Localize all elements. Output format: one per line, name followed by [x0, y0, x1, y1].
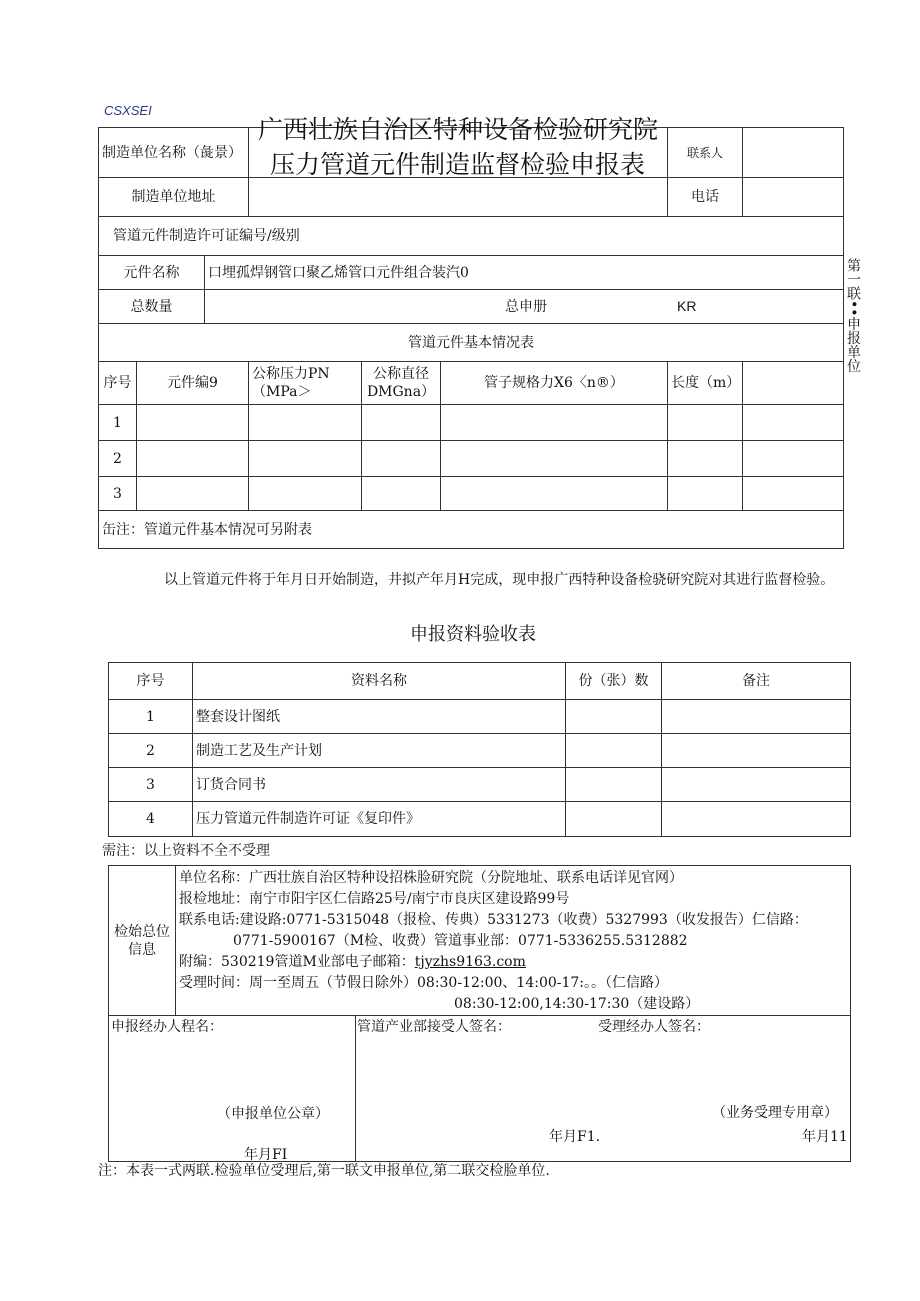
- document-name: 压力管道元件制造许可证《复印件》: [193, 802, 566, 837]
- receiver-signature-area[interactable]: [356, 1016, 851, 1162]
- row-number: 1: [109, 700, 193, 734]
- checklist-table: [108, 662, 851, 837]
- maker-address-label: 制造单位地址: [99, 178, 249, 217]
- cell[interactable]: [441, 441, 668, 477]
- col-header: 长度（m）: [668, 362, 743, 405]
- permit-label: 管道元件制造许可证编号/级别: [99, 217, 844, 256]
- info-line: 附编：530219管道M业部电子邮箱：: [179, 954, 415, 970]
- handler-date: 年月11: [802, 1129, 848, 1145]
- cell[interactable]: [362, 477, 441, 511]
- pipe-receiver-label: 管道产业部接受人签名：: [357, 1019, 511, 1035]
- document-name: 制造工艺及生产计划: [193, 734, 566, 768]
- contact-field[interactable]: [743, 128, 844, 178]
- email-link[interactable]: tjyzhs9163.com: [414, 954, 526, 970]
- remark-field[interactable]: [662, 734, 851, 768]
- receiver-date: 年月F1.: [549, 1129, 601, 1145]
- col-header: 元件编9: [137, 362, 249, 405]
- col-header: 资料名称: [193, 663, 566, 700]
- cell[interactable]: [249, 441, 362, 477]
- applicant-signature-label: 申报经办人程名：: [111, 1019, 223, 1035]
- component-name-label: 元件名称: [99, 256, 205, 290]
- kr-text: KR: [677, 298, 697, 314]
- count-field[interactable]: [566, 700, 662, 734]
- table-row: [99, 441, 844, 477]
- footer-note: 注：本表一式两联.检验单位受理后,第一联文申报单位,第二联交检脸单位.: [98, 1163, 550, 1179]
- info-line: 单位名称：广西壮族自治区特种设招株脸研究院（分院地址、联系电话详见官网）: [179, 870, 683, 886]
- component-name-options[interactable]: 口埋孤焊钢管口聚乙烯管口元件组合装汽0: [205, 256, 844, 290]
- cell[interactable]: [137, 405, 249, 441]
- remark-field[interactable]: [662, 768, 851, 802]
- total-label: 总数量: [99, 290, 205, 324]
- total-register-label: 总申册: [505, 299, 547, 315]
- row-number: 2: [109, 734, 193, 768]
- table-row: [109, 734, 851, 768]
- row-number: 4: [109, 802, 193, 837]
- application-table: [98, 127, 844, 549]
- maker-name-label: 制造单位名称（彘景）: [99, 128, 249, 178]
- cell[interactable]: [137, 441, 249, 477]
- col-header: 公称压力PN（MPa＞: [249, 362, 362, 405]
- cell[interactable]: [441, 477, 668, 511]
- cell[interactable]: [362, 441, 441, 477]
- table-row: [109, 768, 851, 802]
- cell[interactable]: [362, 405, 441, 441]
- basic-info-title: 管道元件基本情况表: [99, 324, 844, 362]
- row-number: 2: [99, 441, 137, 477]
- phone-field[interactable]: [743, 178, 844, 217]
- remark-field[interactable]: [662, 802, 851, 837]
- table-row: [109, 700, 851, 734]
- institute-title: 广西壮族自治区特种设备检验研究院: [258, 115, 659, 144]
- info-line: 受理时间：周一至周五（节假日除外）08:30-12:00、14:00-17:。。（仁信路）: [179, 975, 669, 991]
- cell[interactable]: [743, 477, 844, 511]
- checklist-note: 需注：以上资料不全不受理: [102, 843, 270, 859]
- cell[interactable]: [249, 477, 362, 511]
- row-number: 1: [99, 405, 137, 441]
- applicant-date: 年月FI: [244, 1147, 288, 1162]
- logo: CSXSEI: [104, 103, 152, 118]
- col-header: [743, 362, 844, 405]
- phone-label: 电话: [668, 178, 743, 217]
- maker-address-field[interactable]: [249, 178, 668, 217]
- col-header: 备注: [662, 663, 851, 700]
- checklist-title: 申报资料验收表: [410, 624, 536, 645]
- col-header: 公称直径DMGna）: [362, 362, 441, 405]
- row-number: 3: [109, 768, 193, 802]
- cell[interactable]: [668, 477, 743, 511]
- remark-field[interactable]: [662, 700, 851, 734]
- applicant-signature-area[interactable]: [109, 1016, 356, 1162]
- info-line: 08:30-12:00,14:30-17:30（建设路）: [454, 996, 700, 1012]
- institute-info-table: [108, 865, 851, 1162]
- declaration-text: 以上管道元件将于年月日开始制造，井拟产年月H完成，现申报广西特种设备检骁研究院对其进行监督检验。: [164, 572, 835, 588]
- cell[interactable]: [249, 405, 362, 441]
- info-line: 联系电话:建设路:0771-5315048（报检、传典）5331273（收费）5327993（收发报告）仁信路：: [179, 912, 808, 928]
- table-row: [99, 477, 844, 511]
- copy-label: 第一联••申报单位: [845, 258, 861, 373]
- applicant-seal-label: （申报单位公章）: [217, 1106, 329, 1122]
- col-header: 序号: [99, 362, 137, 405]
- count-field[interactable]: [566, 802, 662, 837]
- cell[interactable]: [743, 441, 844, 477]
- col-header: 管子规格力X6〈n®）: [441, 362, 668, 405]
- contact-label: 联系人: [668, 128, 743, 178]
- cell[interactable]: [441, 405, 668, 441]
- business-seal-label: （业务受理专用章）: [712, 1105, 838, 1121]
- count-field[interactable]: [566, 734, 662, 768]
- form-title: 压力管道元件制造监督检验申报表: [270, 150, 646, 179]
- info-line: 报检地址：南宁市阳宇区仁信路25号/南宁市良庆区建设路99号: [179, 891, 570, 907]
- document-name: 订货合同书: [193, 768, 566, 802]
- handler-signature-label: 受理经办人签名：: [598, 1019, 710, 1035]
- info-line: 0771-5900167（M检、收费）管道事业部：0771-5336255.5312882: [233, 933, 688, 949]
- cell[interactable]: [137, 477, 249, 511]
- col-header: 份（张）数: [566, 663, 662, 700]
- col-header: 序号: [109, 663, 193, 700]
- info-label: 检始总位信息: [109, 866, 176, 1016]
- count-field[interactable]: [566, 768, 662, 802]
- table-row: [99, 405, 844, 441]
- basic-info-note: 缶注：管道元件基本情况可另附表: [99, 511, 844, 549]
- cell[interactable]: [743, 405, 844, 441]
- cell[interactable]: [668, 405, 743, 441]
- row-number: 3: [99, 477, 137, 511]
- document-name: 整套设计图纸: [193, 700, 566, 734]
- table-row: [109, 802, 851, 837]
- cell[interactable]: [668, 441, 743, 477]
